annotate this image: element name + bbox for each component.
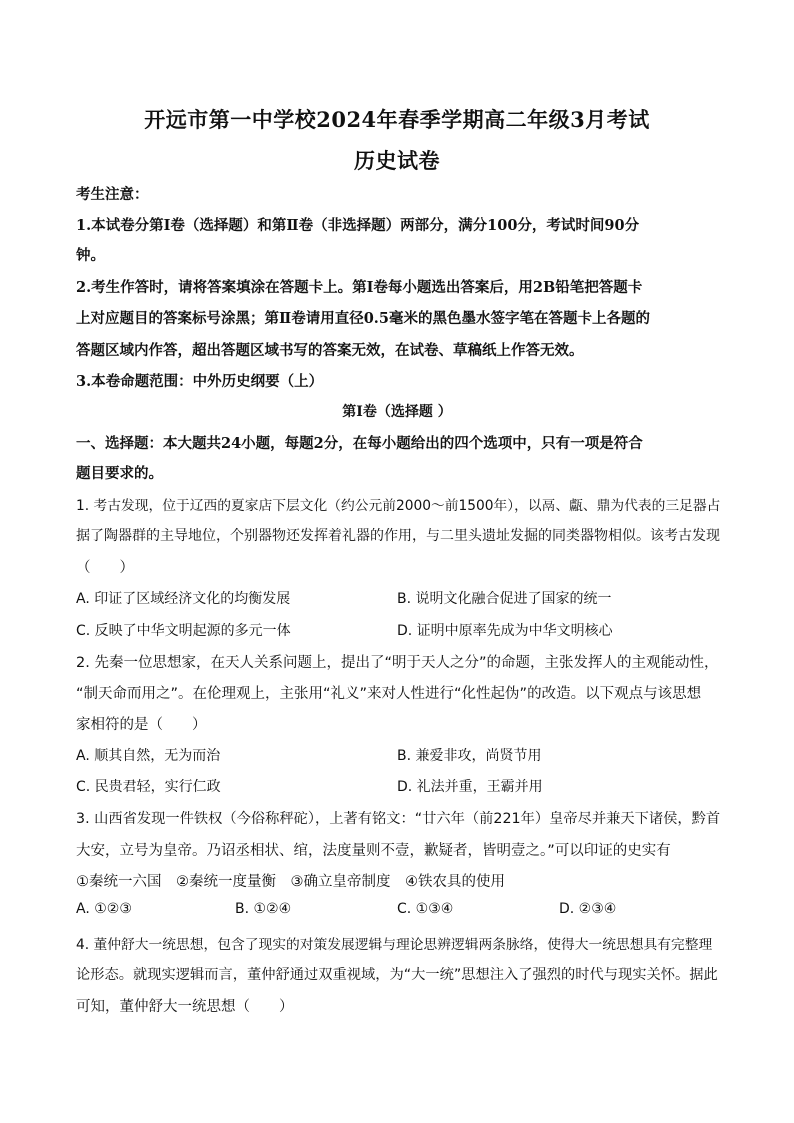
exam-subtitle: 历史试卷: [354, 148, 440, 173]
notice-item-3: 3.本卷命题范围：中外历史纲要（上）: [76, 373, 324, 390]
notice-item-2-line-2: 上对应题目的答案标号涂黑；第Ⅱ卷请用直径0.5毫米的黑色墨水签字笔在答题卡上各题的: [76, 310, 650, 327]
question-3-option-d: D. ②③④: [559, 901, 617, 917]
question-2-option-c: C. 民贵君轻，实行仁政: [76, 779, 221, 795]
notice-heading: 考生注意：: [76, 186, 149, 203]
question-3-line-3: ①秦统一六国 ②秦统一度量衡 ③确立皇帝制度 ④铁农具的使用: [76, 874, 505, 890]
question-2-option-b: B. 兼爱非攻，尚贤节用: [397, 748, 542, 764]
question-3-option-a: A. ①②③: [76, 901, 132, 917]
question-2-option-d: D. 礼法并重，王霸并用: [397, 779, 543, 795]
question-1-option-c: C. 反映了中华文明起源的多元一体: [76, 623, 291, 639]
question-2-line-3: 家相符的是（ ）: [76, 717, 207, 733]
question-4-line-2: 论形态。就现实逻辑而言，董仲舒通过双重视域，为“大一统”思想注入了强烈的时代与现实关怀。据此: [76, 967, 718, 983]
notice-item-1-line-2: 钟。: [76, 247, 105, 264]
part1-instruction-line-1: 一、选择题：本大题共24小题，每题2分，在每小题给出的四个选项中，只有一项是符合: [76, 435, 643, 452]
part1-instruction-line-2: 题目要求的。: [76, 465, 163, 482]
question-3-option-c: C. ①③④: [397, 901, 454, 917]
question-4-line-3: 可知，董仲舒大一统思想（ ）: [76, 999, 294, 1015]
notice-item-2-line-3: 答题区域内作答，超出答题区域书写的答案无效，在试卷、草稿纸上作答无效。: [76, 342, 584, 359]
question-3-line-1: 3. 山西省发现一件铁权（今俗称秤砣），上著有铭文：“廿六年（前221年）皇帝尽并兼天下诸侯，黔首: [76, 811, 721, 827]
exam-title: 开远市第一中学校2024年春季学期高二年级3月考试: [144, 107, 650, 132]
part1-heading: 第Ⅰ卷（选择题 ）: [342, 404, 452, 420]
question-1-line-2: 据了陶器群的主导地位，个别器物还发挥着礼器的作用，与二里头遗址发掘的同类器物相似。该考古发现: [76, 528, 720, 544]
question-1-option-a: A. 印证了区域经济文化的均衡发展: [76, 591, 291, 607]
question-2-line-1: 2. 先秦一位思想家，在天人关系问题上，提出了“明于天人之分”的命题，主张发挥人的主观能动性，: [76, 655, 719, 671]
question-4-line-1: 4. 董仲舒大一统思想，包含了现实的对策发展逻辑与理论思辨逻辑两条脉络，使得大一统思想具有完整理: [76, 937, 713, 953]
question-3-line-2: 大安，立号为皇帝。乃诏丞相状、绾，法度量则不壹，歉疑者，皆明壹之。”可以印证的史实有: [76, 843, 671, 859]
question-2-option-a: A. 顺其自然，无为而治: [76, 748, 221, 764]
question-1-option-b: B. 说明文化融合促进了国家的统一: [397, 591, 612, 607]
question-1-line-1: 1. 考古发现，位于辽西的夏家店下层文化（约公元前2000～前1500年），以鬲、甗、鼎为代表的三足器占: [76, 498, 721, 514]
question-1-line-3: （ ）: [76, 560, 134, 576]
notice-item-2-line-1: 2.考生作答时，请将答案填涂在答题卡上。第Ⅰ卷每小题选出答案后，用2B铅笔把答题卡: [76, 279, 643, 296]
question-1-option-d: D. 证明中原率先成为中华文明核心: [397, 623, 613, 639]
question-2-line-2: “制天命而用之”。在伦理观上，主张用“礼义”来对人性进行“化性起伪”的改造。以下观点与该思想: [76, 686, 702, 702]
notice-item-1-line-1: 1.本试卷分第Ⅰ卷（选择题）和第Ⅱ卷（非选择题）两部分，满分100分，考试时间90分: [76, 217, 640, 234]
question-3-option-b: B. ①②④: [235, 901, 292, 917]
